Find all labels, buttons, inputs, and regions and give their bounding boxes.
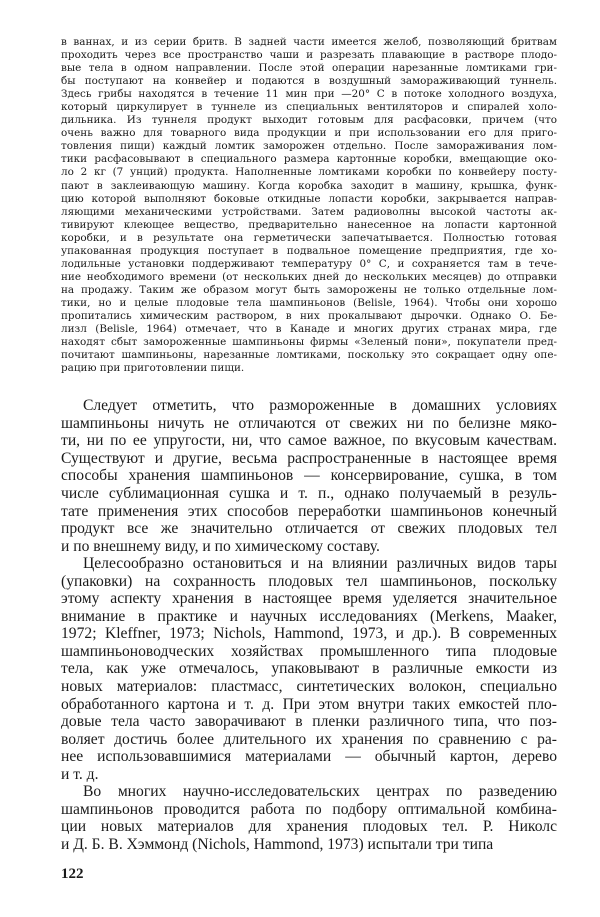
text-line: лизл (Belisle, 1964) отмечает, что в Канаде и многих других странах мира, где: [61, 323, 557, 336]
text-line: очень важно для товарного вида продукции и при использовании его для приго-: [61, 127, 557, 140]
text-line: и т. д.: [61, 765, 99, 783]
text-line: новых материалов: пластмасс, синтетических волокон, специально: [61, 677, 557, 695]
text-line: товления пищи) каждый ломтик заморожен отдельно. После замораживания лом-: [61, 140, 557, 153]
text-line: пропитались химическим раствором, в них прокалывают дырочки. Однако О. Бе-: [61, 309, 557, 322]
text-line: проходить через все пространство чаши и разрезать плавающие в растворе плодо-: [61, 49, 557, 62]
text-line: способы хранения шампиньонов — консервирование, сушка, в том: [61, 467, 557, 485]
text-line: пают в заклеивающую машину. Когда коробка заходит в машину, крышка, функ-: [61, 179, 557, 192]
text-line: ляющими механическими устройствами. Затем радиоволны высокой частоты ак-: [61, 205, 557, 218]
text-line: этому аспекту хранения в настоящее время уделяется значительное: [61, 590, 557, 608]
page-number: 122: [61, 866, 84, 882]
text-line: обработанного картона и т. д. При этом внутри таких емкостей пло-: [61, 695, 557, 713]
book-page: [61, 36, 557, 853]
text-line: тики, но и целые плодовые тела шампиньонов (Belisle, 1964). Чтобы они хорошо: [61, 296, 557, 309]
text-line: тики расфасовывают в специального размера картонные коробки, вмещающие око-: [61, 153, 557, 166]
text-line: (упаковки) на сохранность плодовых тел шампиньонов, поскольку: [61, 572, 557, 590]
text-line: который циркулирует в туннеле из специальных вентиляторов и спиралей холо-: [61, 101, 557, 114]
text-line: шампиньонов проводится работа по подбору оптимальной комбина-: [61, 800, 557, 818]
text-line: и по внешнему виду, и по химическому составу.: [61, 537, 380, 555]
text-line: 1972; Kleffner, 1973; Nichols, Hammond, 1973, и др.). В современных: [61, 625, 557, 643]
text-line: почитают шампиньоны, нарезанные ломтиками, поскольку это сокращает одну опе-: [61, 349, 557, 362]
text-line: в ваннах, и из серии бритв. В задней части имеется желоб, позволяющий бритвам: [61, 36, 557, 48]
text-line: ции новых материалов для хранения плодовых тел. Р. Николс: [61, 818, 557, 836]
paragraph: [61, 555, 557, 783]
text-line: находят сбыт замороженные шампиньоны фирмы «Зеленый пони», покупатели пред-: [61, 336, 557, 349]
text-line: ло 2 кг (7 унций) продукта. Наполненные ломтиками коробки по конвейеру посту-: [61, 166, 557, 179]
text-line: внимание в практике и научных исследованиях (Merkens, Maaker,: [61, 607, 557, 625]
text-line: шампиньоны ничуть не отличаются от свежих ни по белизне мяко-: [61, 414, 557, 432]
text-line: Существуют и другие, весьма распространенные в настоящее время: [61, 449, 557, 467]
text-line: довые тела часто заворачивают в пленки различного типа, что поз-: [61, 713, 557, 731]
text-line: на продажу. Таким же образом могут быть заморожены не только отдельные лом-: [61, 283, 557, 296]
text-line: вые тела в одном направлении. После этой операции нарезанные ломтиками гри-: [61, 62, 557, 75]
text-line: Здесь грибы находятся в течение 11 мин при —20° С в потоке холодного воздуха,: [61, 88, 557, 101]
text-line: тела, как уже отмечалось, упаковывают в различные емкости из: [61, 660, 557, 678]
small-print-paragraph: [61, 36, 557, 375]
text-line: тате применения этих способов переработки шампиньонов конечный: [61, 502, 557, 520]
text-line: Во многих научно-исследовательских центрах по разведению: [83, 783, 557, 801]
text-line: дильника. Из туннеля продукт выходит готовым для расфасовки, причем (что: [61, 114, 557, 127]
text-line: бы поступают на конвейер и подаются в воздушный замораживающий туннель.: [61, 75, 557, 88]
text-line: шампиньоноводческих хозяйствах промышленного типа плодовые: [61, 642, 557, 660]
text-line: коробки, и в результате она герметически запечатывается. Полностью готовая: [61, 231, 557, 244]
text-line: ние необходимого времени (от нескольких дней до нескольких месяцев) до отправки: [61, 270, 557, 283]
text-line: лодильные установки поддерживают температуру 0° С, и сохраняется там в тече-: [61, 257, 557, 270]
text-line: Целесообразно остановиться и на влиянии различных видов тары: [83, 555, 557, 573]
text-line: упакованная продукция поступает в подвальное помещение предприятия, где хо-: [61, 244, 557, 257]
text-line: нее использовавшимися материалами — обычный картон, дерево: [61, 748, 557, 766]
paragraph: [61, 783, 557, 853]
text-line: ти, ни по ее упругости, ни, что самое важное, по вкусовым качествам.: [61, 432, 557, 450]
main-text: [61, 397, 557, 853]
text-line: числе сублимационная сушка и т. п., однако получаемый в резуль-: [61, 484, 557, 502]
text-line: продукт все же значительно отличается от свежих плодовых тел: [61, 520, 557, 538]
paragraph: [61, 397, 557, 555]
text-line: рацию при приготовлении пищи.: [61, 362, 245, 375]
text-line: тивируют клеющее вещество, предварительно нанесенное на лопасти картонной: [61, 218, 557, 231]
text-line: воляет достичь более длительного их хранения по сравнению с ра-: [61, 730, 557, 748]
text-line: Следует отметить, что размороженные в домашних условиях: [83, 397, 557, 415]
text-line: цию которой выполняют боковые откидные лопасти коробки, закрывается направ-: [61, 192, 557, 205]
text-line: и Д. Б. В. Хэммонд (Nichols, Hammond, 1973) испытали три типа: [61, 835, 494, 853]
